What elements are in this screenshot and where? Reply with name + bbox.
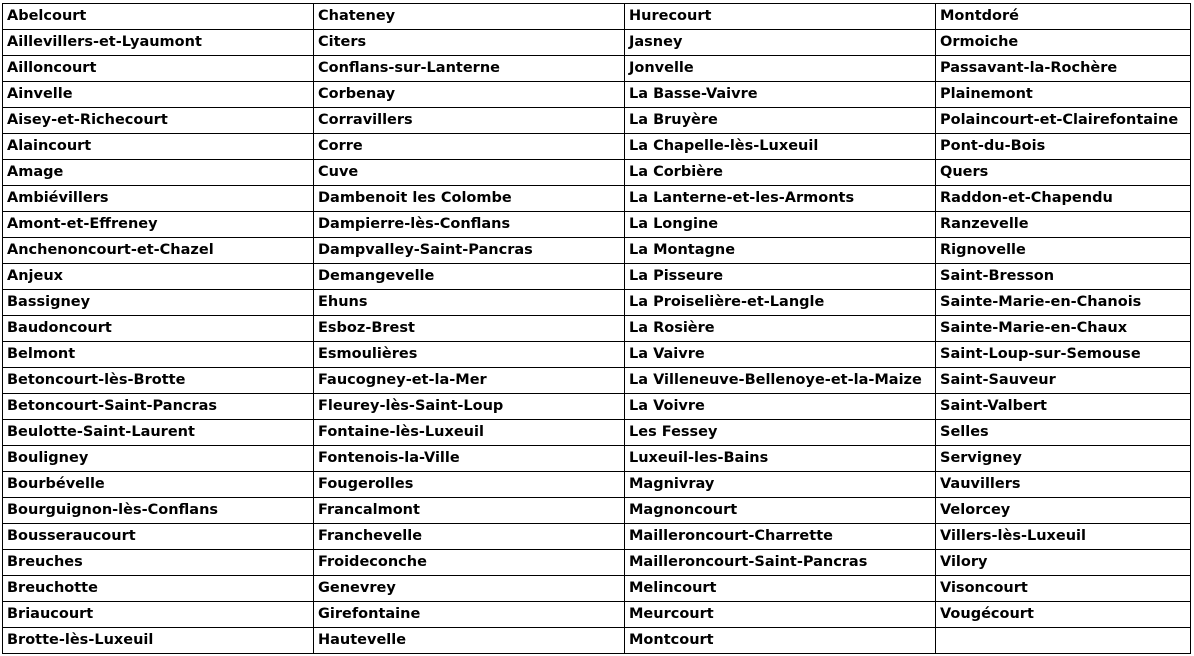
table-cell: Ormoiche <box>936 30 1191 56</box>
table-cell: Esmoulières <box>314 342 625 368</box>
table-cell: Beulotte-Saint-Laurent <box>3 420 314 446</box>
table-cell: Betoncourt-Saint-Pancras <box>3 394 314 420</box>
table-row <box>3 394 1191 420</box>
table-cell: Dambenoit les Colombe <box>314 186 625 212</box>
table-row <box>3 446 1191 472</box>
table-cell: Faucogney-et-la-Mer <box>314 368 625 394</box>
table-cell: Froideconche <box>314 550 625 576</box>
table-row <box>3 238 1191 264</box>
communes-table <box>2 3 1191 654</box>
table-cell: Magnoncourt <box>625 498 936 524</box>
table-cell: Breuchotte <box>3 576 314 602</box>
table-cell: Breuches <box>3 550 314 576</box>
table-cell: La Villeneuve-Bellenoye-et-la-Maize <box>625 368 936 394</box>
table-cell: Ranzevelle <box>936 212 1191 238</box>
table-cell: Abelcourt <box>3 4 314 30</box>
table-cell: Anchenoncourt-et-Chazel <box>3 238 314 264</box>
table-cell: Hurecourt <box>625 4 936 30</box>
table-cell: La Bruyère <box>625 108 936 134</box>
table-cell: Meurcourt <box>625 602 936 628</box>
table-cell: Quers <box>936 160 1191 186</box>
table-row <box>3 160 1191 186</box>
table-row <box>3 342 1191 368</box>
table-cell: Servigney <box>936 446 1191 472</box>
table-cell: La Rosière <box>625 316 936 342</box>
table-cell: Luxeuil-les-Bains <box>625 446 936 472</box>
table-cell: Cuve <box>314 160 625 186</box>
table-cell: Saint-Loup-sur-Semouse <box>936 342 1191 368</box>
table-row <box>3 212 1191 238</box>
table-cell: Vougécourt <box>936 602 1191 628</box>
table-cell <box>936 628 1191 654</box>
table-cell: Dampierre-lès-Conflans <box>314 212 625 238</box>
table-cell: Brotte-lès-Luxeuil <box>3 628 314 654</box>
table-cell: Corravillers <box>314 108 625 134</box>
table-cell: Jasney <box>625 30 936 56</box>
table-cell: Girefontaine <box>314 602 625 628</box>
table-cell: Fougerolles <box>314 472 625 498</box>
table-cell: Belmont <box>3 342 314 368</box>
table-cell: Melincourt <box>625 576 936 602</box>
table-cell: Ailloncourt <box>3 56 314 82</box>
table-cell: Sainte-Marie-en-Chaux <box>936 316 1191 342</box>
table-cell: Dampvalley-Saint-Pancras <box>314 238 625 264</box>
table-cell: Briaucourt <box>3 602 314 628</box>
table-cell: Mailleroncourt-Saint-Pancras <box>625 550 936 576</box>
table-row <box>3 56 1191 82</box>
table-cell: La Corbière <box>625 160 936 186</box>
table-cell: Saint-Bresson <box>936 264 1191 290</box>
table-cell: Conflans-sur-Lanterne <box>314 56 625 82</box>
table-cell: Bouligney <box>3 446 314 472</box>
table-cell: Aillevillers-et-Lyaumont <box>3 30 314 56</box>
table-cell: Sainte-Marie-en-Chanois <box>936 290 1191 316</box>
table-row <box>3 524 1191 550</box>
table-row <box>3 316 1191 342</box>
table-cell: Genevrey <box>314 576 625 602</box>
table-cell: Pont-du-Bois <box>936 134 1191 160</box>
table-cell: Francalmont <box>314 498 625 524</box>
table-cell: Citers <box>314 30 625 56</box>
table-cell: Bourguignon-lès-Conflans <box>3 498 314 524</box>
table-cell: Bourbévelle <box>3 472 314 498</box>
table-cell: Amont-et-Effreney <box>3 212 314 238</box>
table-cell: La Montagne <box>625 238 936 264</box>
table-row <box>3 30 1191 56</box>
table-cell: Montcourt <box>625 628 936 654</box>
table-row <box>3 290 1191 316</box>
table-cell: Selles <box>936 420 1191 446</box>
table-cell: Velorcey <box>936 498 1191 524</box>
table-cell: Montdoré <box>936 4 1191 30</box>
table-row <box>3 576 1191 602</box>
table-cell: Plainemont <box>936 82 1191 108</box>
table-cell: Fleurey-lès-Saint-Loup <box>314 394 625 420</box>
table-cell: Saint-Valbert <box>936 394 1191 420</box>
table-cell: Chateney <box>314 4 625 30</box>
table-row <box>3 186 1191 212</box>
table-cell: Rignovelle <box>936 238 1191 264</box>
table-cell: Ehuns <box>314 290 625 316</box>
table-cell: Amage <box>3 160 314 186</box>
table-cell: Corre <box>314 134 625 160</box>
table-row <box>3 82 1191 108</box>
table-cell: La Lanterne-et-les-Armonts <box>625 186 936 212</box>
table-cell: Magnivray <box>625 472 936 498</box>
table-row <box>3 498 1191 524</box>
table-cell: Corbenay <box>314 82 625 108</box>
communes-table-body <box>3 4 1191 654</box>
table-cell: Ainvelle <box>3 82 314 108</box>
table-cell: Anjeux <box>3 264 314 290</box>
table-cell: Hautevelle <box>314 628 625 654</box>
table-row <box>3 602 1191 628</box>
table-row <box>3 420 1191 446</box>
table-cell: Vauvillers <box>936 472 1191 498</box>
table-cell: Les Fessey <box>625 420 936 446</box>
table-cell: Raddon-et-Chapendu <box>936 186 1191 212</box>
table-cell: La Voivre <box>625 394 936 420</box>
table-cell: Alaincourt <box>3 134 314 160</box>
table-cell: Polaincourt-et-Clairefontaine <box>936 108 1191 134</box>
table-row <box>3 108 1191 134</box>
table-cell: La Chapelle-lès-Luxeuil <box>625 134 936 160</box>
table-cell: La Pisseure <box>625 264 936 290</box>
table-cell: Villers-lès-Luxeuil <box>936 524 1191 550</box>
table-cell: Vilory <box>936 550 1191 576</box>
table-row <box>3 628 1191 654</box>
table-row <box>3 472 1191 498</box>
table-cell: Saint-Sauveur <box>936 368 1191 394</box>
table-cell: La Proiselière-et-Langle <box>625 290 936 316</box>
table-row <box>3 4 1191 30</box>
table-cell: Esboz-Brest <box>314 316 625 342</box>
table-cell: Mailleroncourt-Charrette <box>625 524 936 550</box>
table-row <box>3 368 1191 394</box>
table-cell: Fontaine-lès-Luxeuil <box>314 420 625 446</box>
table-cell: Ambiévillers <box>3 186 314 212</box>
table-row <box>3 550 1191 576</box>
table-cell: Baudoncourt <box>3 316 314 342</box>
table-row <box>3 264 1191 290</box>
table-cell: Jonvelle <box>625 56 936 82</box>
table-cell: La Longine <box>625 212 936 238</box>
table-cell: La Basse-Vaivre <box>625 82 936 108</box>
table-cell: Fontenois-la-Ville <box>314 446 625 472</box>
table-cell: Betoncourt-lès-Brotte <box>3 368 314 394</box>
table-cell: La Vaivre <box>625 342 936 368</box>
table-cell: Visoncourt <box>936 576 1191 602</box>
table-cell: Passavant-la-Rochère <box>936 56 1191 82</box>
table-cell: Demangevelle <box>314 264 625 290</box>
table-cell: Bassigney <box>3 290 314 316</box>
table-cell: Franchevelle <box>314 524 625 550</box>
table-cell: Bousseraucourt <box>3 524 314 550</box>
table-cell: Aisey-et-Richecourt <box>3 108 314 134</box>
table-row <box>3 134 1191 160</box>
